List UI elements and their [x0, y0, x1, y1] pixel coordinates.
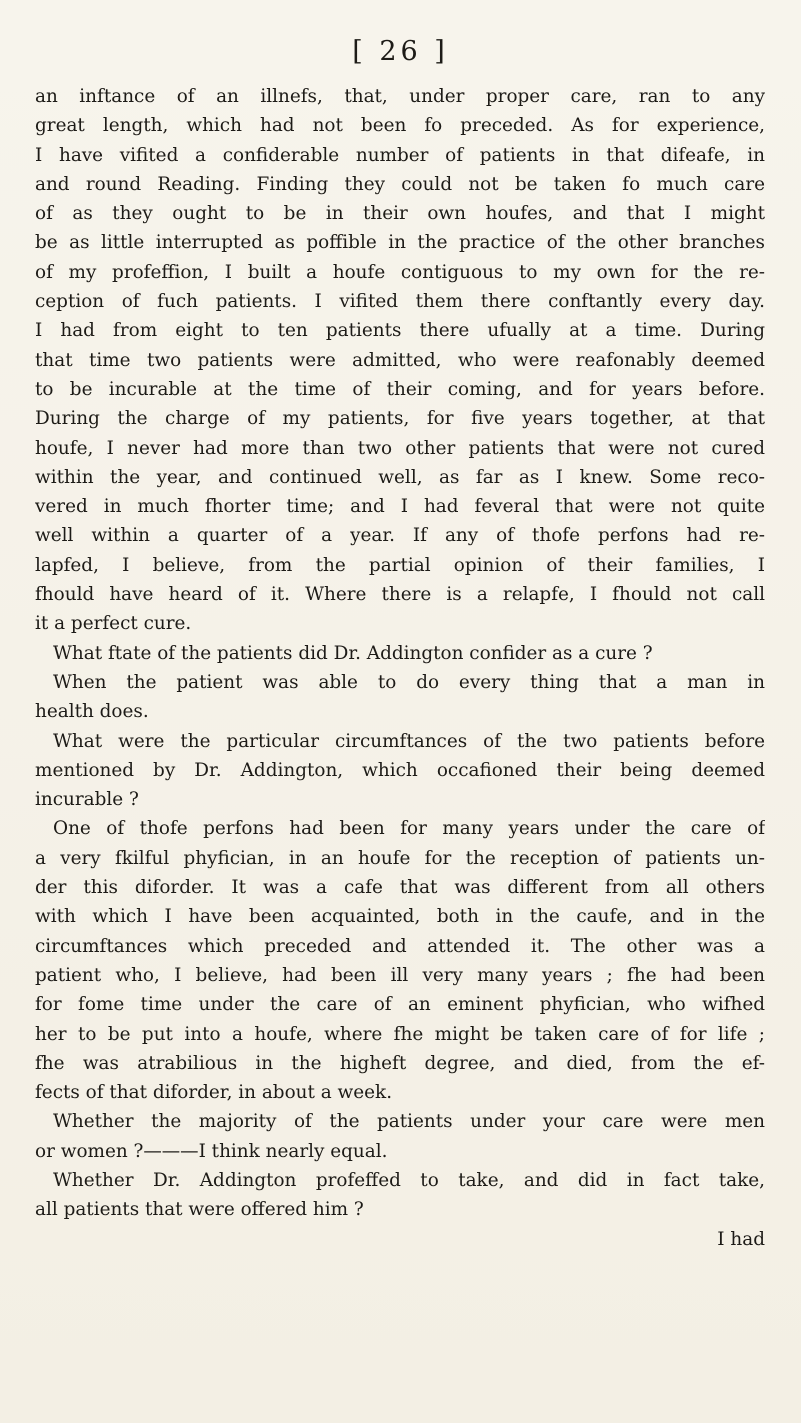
text-line: an inftance of an illnefs, that, under proper care, ran to any	[35, 86, 765, 107]
answer-line: fhe was atrabilious in the higheft degree, and died, from the ef-	[35, 1052, 765, 1074]
text-line: and round Reading. Finding they could not be taken fo much care	[35, 173, 765, 195]
text-line: houfe, I never had more than two other patients that were not cured	[35, 437, 765, 459]
question-line: What ftate of the patients did Dr. Addington confider as a cure ?	[53, 642, 653, 664]
text-line: within the year, and continued well, as far as I knew. Some reco-	[35, 466, 765, 488]
answer-line: her to be put into a houfe, where fhe might be taken care of for life ;	[35, 1023, 765, 1045]
answer-line: with which I have been acquainted, both in the caufe, and in the	[35, 906, 765, 928]
text-line: I had from eight to ten patients there ufually at a time. During	[35, 320, 765, 342]
answer-line: One of thofe perfons had been for many years under the care of	[53, 818, 765, 840]
body-text	[35, 82, 765, 1254]
answer-line: fects of that diforder, in about a week.	[35, 1082, 393, 1104]
text-line: to be incurable at the time of their coming, and for years before.	[35, 378, 765, 400]
question-line: What were the particular circumftances of the two patients before	[53, 730, 765, 752]
answer-line: circumftances which preceded and attended it. The other was a	[35, 935, 765, 957]
text-line: lapfed, I believe, from the partial opinion of their families, I	[35, 554, 765, 576]
answer-line: patient who, I believe, had been ill very many years ; fhe had been	[35, 964, 765, 986]
text-line: of my profeffion, I built a houfe contiguous to my own for the re-	[35, 261, 765, 283]
answer-line: When the patient was able to do every thing that a man in	[53, 671, 765, 693]
text-line: well within a quarter of a year. If any of thofe perfons had re-	[35, 525, 765, 547]
text-line: fhould have heard of it. Where there is a relapfe, I fhould not call	[35, 584, 765, 606]
answer-line: for fome time under the care of an eminent phyfician, who wifhed	[35, 994, 765, 1016]
question-line: all patients that were offered him ?	[35, 1199, 364, 1221]
page-number: [ 26 ]	[352, 36, 449, 67]
text-line: that time two patients were admitted, who were reafonably deemed	[35, 349, 765, 371]
question-answer-line: or women ?———I think nearly equal.	[35, 1140, 388, 1162]
text-line: ception of fuch patients. I vifited them there conftantly every day.	[35, 291, 765, 313]
question-line: Whether the majority of the patients under your care were men	[53, 1111, 765, 1133]
text-line: During the charge of my patients, for five years together, at that	[35, 408, 765, 430]
text-line: of as they ought to be in their own houfes, and that I might	[35, 203, 765, 225]
answer-line: a very fkilful phyfician, in an houfe for the reception of patients un-	[35, 847, 765, 869]
question-line: mentioned by Dr. Addington, which occafioned their being deemed	[35, 759, 765, 781]
answer-line: health does.	[35, 701, 149, 723]
catchword: I had	[717, 1228, 765, 1250]
text-line: it a perfect cure.	[35, 613, 192, 635]
text-line: vered in much fhorter time; and I had feveral that were not quite	[35, 496, 765, 518]
question-line: Whether Dr. Addington profeffed to take, and did in fact take,	[53, 1169, 765, 1191]
answer-line: der this diforder. It was a cafe that was different from all others	[35, 877, 765, 899]
text-line: be as little interrupted as poffible in the practice of the other branches	[35, 232, 765, 254]
question-line: incurable ?	[35, 789, 139, 811]
text-line: I have vifited a confiderable number of patients in that difeafe, in	[35, 144, 765, 166]
text-line: great length, which had not been fo preceded. As for experience,	[35, 115, 765, 137]
